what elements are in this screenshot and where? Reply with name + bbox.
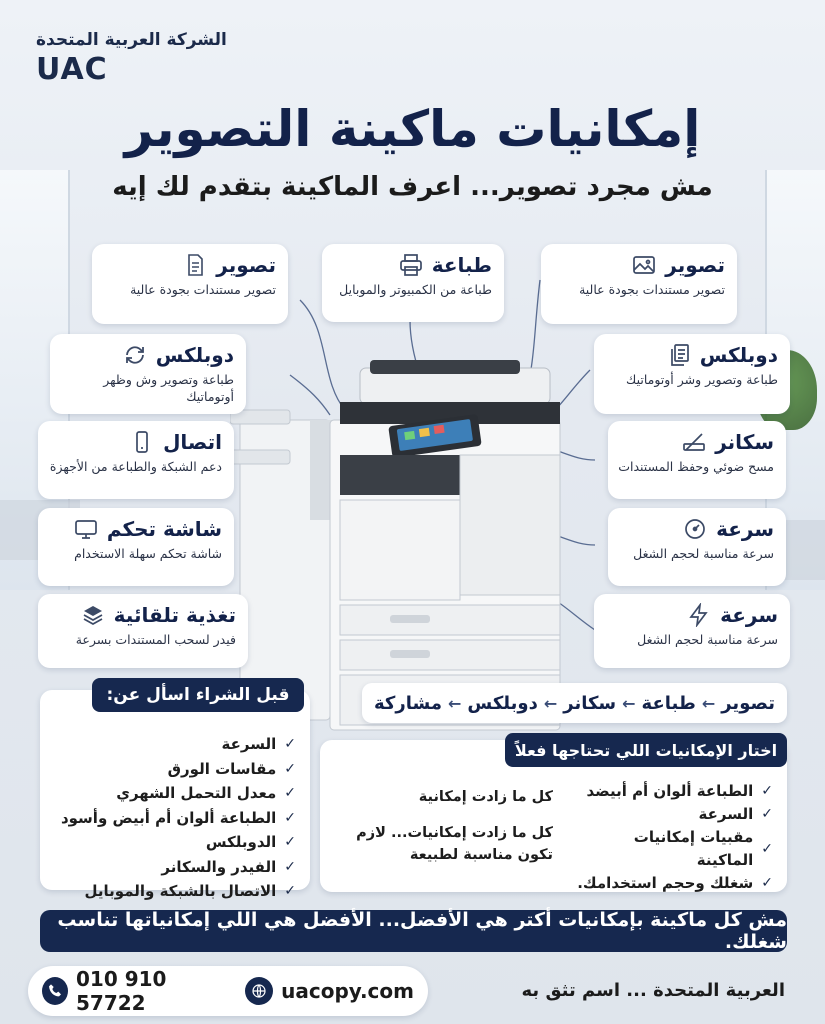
feature-title: دوبلكس [155, 343, 234, 367]
feature-card-right-5 [594, 594, 790, 668]
check-icon: ✓ [761, 783, 773, 799]
feature-desc: مسح ضوئي وحفظ المستندات [618, 459, 774, 474]
feature-card-right-4 [608, 508, 786, 586]
feature-desc: تصوير مستندات بجودة عالية [130, 282, 276, 297]
page-title: إمكانيات ماكينة التصوير [124, 100, 701, 158]
arrow-left-icon: ← [701, 693, 716, 713]
before-buying-box [40, 690, 310, 900]
check-icon: ✓ [284, 834, 296, 850]
globe-icon [245, 977, 273, 1005]
workflow-step: سكانر [563, 692, 617, 714]
check-icon: ✓ [284, 760, 296, 777]
note-text: كل ما زادت إمكانيات... لازم تكون مناسبة لطبيعة [356, 825, 553, 863]
feature-title: دوبلكس [699, 343, 778, 367]
feature-title: اتصال [163, 430, 222, 454]
choose-heading: اختار الإمكانيات اللي تحتاجها فعلاً [505, 733, 787, 767]
feature-title: تصوير [216, 253, 276, 277]
phone-icon [42, 977, 68, 1005]
phone-contact[interactable] [42, 967, 231, 1015]
list-item: ✓ السرعة [50, 732, 296, 757]
feature-title: شاشة تحكم [106, 517, 222, 541]
bottom-banner: مش كل ماكينة بإمكانيات أكتر هي الأفضل... الأفضل هي اللي إمكانياتها تناسب شغلك. [40, 910, 787, 952]
check-icon: ✓ [284, 883, 296, 899]
feature-desc: طباعة وتصوير وش وظهر أوتوماتيك [103, 372, 234, 404]
refresh-icon [122, 342, 148, 368]
arrow-left-icon: ← [622, 693, 636, 713]
feature-card-left-3 [38, 421, 234, 499]
scanner-icon [681, 429, 707, 455]
arrow-left-icon: ← [447, 693, 462, 713]
workflow-step: تصوير [721, 692, 775, 714]
feature-title: سرعة [716, 517, 774, 541]
feature-card-left-5 [38, 594, 248, 668]
check-icon: ✓ [284, 858, 296, 875]
printer-icon [398, 252, 424, 278]
note-text: كل ما زادت إمكانية [418, 789, 553, 805]
feature-card-left-1 [92, 244, 288, 324]
choose-notes [353, 780, 553, 884]
workflow-bar [362, 683, 787, 723]
list-item: ✓ الطباعة ألوان أم أبيضد [573, 780, 773, 803]
list-item: ✓ مقبيات إمكانيات الماكينة [633, 828, 773, 869]
check-icon: ✓ [761, 875, 773, 891]
check-icon: ✓ [761, 806, 773, 822]
list-item: ✓ الفيدر والسكانر [50, 855, 296, 880]
arrow-left-icon: ← [543, 693, 558, 713]
layers-icon [80, 602, 106, 628]
copy-icon [666, 342, 692, 368]
feature-title: تغذية تلقائية [113, 603, 236, 627]
tagline: العربية المتحدة ... اسم تثق به [521, 980, 785, 1001]
phone-icon [129, 429, 155, 455]
list-item: ✓ الاتصال بالشبكة والموبايل [50, 879, 296, 904]
check-icon: ✓ [284, 736, 296, 752]
company-name-ar: الشركة العربية المتحدة [36, 30, 227, 50]
feature-title: طباعة [431, 253, 492, 277]
check-icon: ✓ [761, 840, 773, 857]
page-subtitle: مش مجرد تصوير... اعرف الماكينة بتقدم لك إيه [112, 172, 713, 202]
feature-card-left-2 [50, 334, 246, 414]
list-item: ✓ معدل التحمل الشهري [50, 781, 296, 806]
image-icon [631, 252, 657, 278]
gauge-icon [682, 516, 708, 542]
workflow-step: مشاركة [374, 692, 442, 714]
before-buying-list [50, 732, 296, 904]
feature-desc: تصوير مستندات بجودة عالية [579, 282, 725, 297]
lightning-icon [686, 602, 712, 628]
website-contact[interactable] [245, 977, 414, 1005]
workflow-step: دوبلكس [467, 692, 538, 714]
list-item: ✓ مقاسات الورق [50, 757, 296, 782]
feature-title: سكانر [715, 430, 774, 454]
feature-desc: شاشة تحكم سهلة الاستخدام [74, 546, 222, 561]
feature-card-center [322, 244, 504, 322]
feature-title: سرعة [720, 603, 778, 627]
list-item: ✓ الطباعة ألوان أم أبيض وأسود [50, 806, 296, 831]
feature-desc: سرعة مناسبة لحجم الشغل [633, 546, 774, 561]
feature-card-left-4 [38, 508, 234, 586]
before-buying-heading: قبل الشراء اسأل عن: [92, 678, 304, 712]
feature-desc: فيدر لسحب المستندات بسرعة [75, 632, 236, 647]
list-item: ✓ الدوبلكس [50, 830, 296, 855]
check-icon: ✓ [284, 809, 296, 826]
feature-card-right-3 [608, 421, 786, 499]
company-name-en: UAC [36, 52, 108, 87]
feature-desc: طباعة من الكمبيوتر والموبايل [339, 282, 492, 297]
website-url: uacopy.com [281, 979, 414, 1003]
check-icon: ✓ [284, 785, 296, 801]
contact-pill [28, 966, 428, 1016]
list-item: ✓ شغلك وحجم استخدامك. [573, 872, 773, 895]
feature-card-right-2 [594, 334, 790, 414]
feature-desc: طباعة وتصوير وشر أوتوماتيك [626, 372, 778, 387]
feature-card-right-1 [541, 244, 737, 324]
list-item: ✓ السرعة [573, 803, 773, 826]
company-logo [36, 30, 227, 87]
phone-number: 010 910 57722 [76, 967, 167, 1015]
feature-title: تصوير [665, 253, 725, 277]
workflow-step: طباعة [641, 692, 696, 714]
feature-desc: سرعة مناسبة لحجم الشغل [637, 632, 778, 647]
feature-desc: دعم الشبكة والطباعة من الأجهزة [49, 459, 222, 474]
choose-list [573, 780, 773, 892]
document-icon [182, 252, 208, 278]
monitor-icon [73, 516, 99, 542]
